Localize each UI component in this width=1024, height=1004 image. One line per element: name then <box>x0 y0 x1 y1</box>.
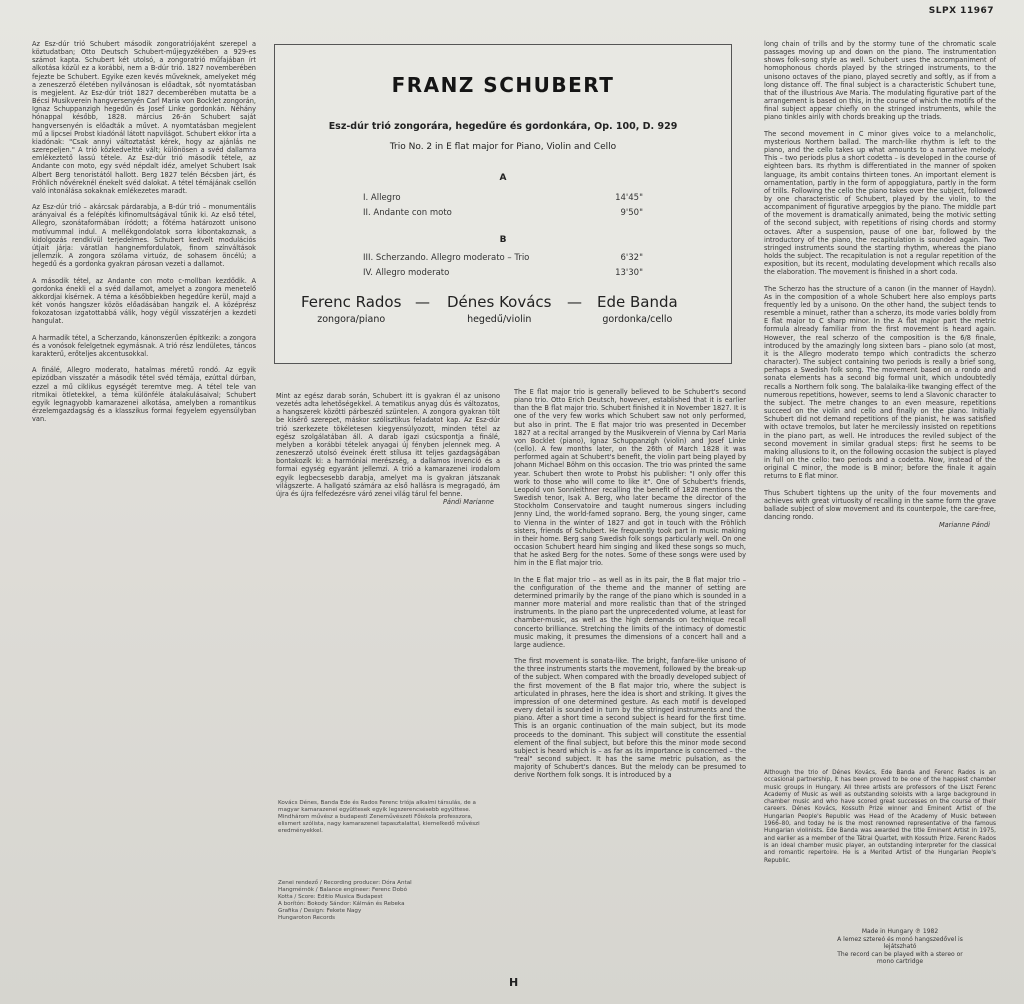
track-duration: 13'30" <box>615 268 643 278</box>
side-b-label: B <box>499 235 507 245</box>
english-notes-text: The E flat major trio is generally believed to be Schubert's second piano trio. Otto Erich Deutsch, however, established that it is earlier than the B flat major trio. Schubert finished it in November 1827. It is one of the very few works which Schubert saw not only performed, but also in print. The E flat major trio was presented in December 1827 at a recital arranged by the Musikverein of Vienna by Carl Maria von Bocklet (piano), Ignaz Schuppanzigh (violin) and Josef Linke (cello). A few months later, on the 26th of March 1828 it was performed again at Schubert's benefit, the violin part being played by Johann Michael Böhm on this occasion. The trio was printed the same year. Schubert then wrote to Probst his publisher: "I only offer this work to those who will come to like it". One of Schubert's friends, Leopold von Sonnleithner recalling the benefit of 1828 mentions the Swedish tenor, Isak A. Berg, who later became the director of the Stockholm Conservatoire and taught numerous singers including Jenny Lind, the world-famed soprano. Berg, the young singer, came to Vienna in the winter of 1827 and got in touch with the Fröhlich sisters, friends of Schubert. He frequently took part in music making in their home. Berg sang Swedish folk songs particularly well. On one occasion Schubert heard him singing and liked these songs so much, that he asked Berg for the notes. Some of these songs were used by him in the E flat major trio. In the E flat major trio – as well as in its pair, the B flat major trio – the configuration of the theme and the manner of setting are determined primarily by the range of the piano which is sounded in a manner more material and more realistic than that of the stringed instruments. In the piano part the unprecedented volume, at least for chamber-music, as well as the high demands on technique recall concerto brilliance. Stretching the limits of the intimacy of domestic music making, it presumes the dimensions of a concert hall and a large audience. The first movement is sonata-like. The bright, fanfare-like unisono of the three instruments starts the movement, followed by the break-up of the subject. When compared with the broadly developed subject of the first movement of the B flat major trio, where the subject is articulated in phrases, here the idea is short and striking. It gives the impression of one determined gesture. As each motif is developed every detail is sounded in turn by the stringed instruments and the piano. After a short time a second subject is heard for the first time. This is an organic continuation of the main subject, but its mode proceeds to the dominant. This subject will constitute the essential element of the final subject, but before this the minor mode second subject is heard which is – as far as its importance is concerned – the "real" second subject. It has the same metric pulsation, as the majority of Schubert's dances. But the melody can be presumed to derive Northern folk songs. It is introduced by a <box>514 388 746 780</box>
artist-bio-english: Although the trio of Dénes Kovács, Ede Banda and Ferenc Rados is an occasional partnership, it has been proved to be one of the happiest chamber music groups in Hungary. All three artists are professors of the Liszt Ferenc Academy of Music as well as outstanding soloists with a large background in chamber music and who have scored great successes on the course of their careers. Dénes Kovács, Kossuth Prize winner and Eminent Artist of the Hungarian People's Republic was Head of the Academy of Music between 1966–80, and today he is the most renowned representative of the famous Hungarian violinists. Ede Banda was awarded the title Eminent Artist in 1975, and earlier as a member of the Tátrai Quartet, with Kossuth Prize. Ferenc Rados is an ideal chamber music player, an outstanding interpreter for the classical and romantic repertoire. He is a Merited Artist of the Hungarian People's Republic. <box>764 770 996 864</box>
performer-name: Ferenc Rados <box>301 293 402 311</box>
made-in-hungary-notice: Made in Hungary ℗ 1982 A lemez sztereó és monó hangszedővel is lejátszható The record can be played with a stereo or mono cartridge <box>837 928 963 965</box>
hungarian-notes-text: Az Esz-dúr trió Schubert második zongoratriójaként szerepel a köztudatban; Otto Deutsch Schubert-műjegyzékében a 929-es számot kapta. Schubert két utolsó, a zongoratrió műfajában írt alkotása közül ez a korábbi, nem a B-dúr trió. 1827 novemberében fejezte be Schubert. Egyike ezen kevés műveknek, amelyeket még a zeneszerző életében nyilvánosan is előadtak, sőt nyomtatásban is megjelent. Az Esz-dúr triót 1827 decemberében mutatta be a Bécsi Musikverein hangversenyén Carl Maria von Bocklet zongorán, Ignaz Schuppanzigh hegedűn és Josef Linke gordonkán. Néhány hónappal később, 1828. március 26-án Schubert saját hangversenyén is előadták a művet. A nyomtatásban megjelent mű a lipcsei Probst kiadónál látott napvilágot. Schubert ekkor írta a kiadónak: "Csak annyi változtatást kérek, hogy az ajánlás ne szerepeljen." A trió közkedveltté vált; különösen a svéd dallamra emlékeztető lassú tétele. Az Esz-dúr trió második tétele, az Andante con moto, egy svéd népdalt idéz, amelyet Schubert Isak Albert Berg tenoristától hallott. Berg 1827 telén Bécsben járt, és Fröhlich nővéreknél énekelt svéd dalokat. A tétel témájának csellón való intonálása sokaknak emlékezetes maradt. Az Esz-dúr trió – akárcsak párdarabja, a B-dúr trió – monumentális arányaival és a felépítés kifinomultságával tűnik ki. Az első tétel, Allegro, szonátaformában íródott; a főtéma határozott unisono motívummal indul. A mellékgondolatok sorra kibontakoznak, a kidolgozás rendkívül terjedelmes. Schubert kedvelt modulációs útjait járja: váratlan hangnemfordulatok, finom színváltások jellemzik. A zongora szólama virtuóz, de sohasem öncélú; a hegedű és a gordonka gyakran párosan vezeti a dallamot. A második tétel, az Andante con moto c-mollban kezdődik. A gordonka énekli el a svéd dallamot, amelyet a zongora menetelő akkordjai kísérnek. A téma a későbbiekben hegedűre kerül, majd a két vonós hangszer közös előadásában hangzik el. A középrész fokozatosan izgatottabbá válik, hogy végül visszatérjen a kezdeti hangulat. A harmadik tétel, a Scherzando, kánonszerűen építkezik: a zongora és a vonósok felelgetnek egymásnak. A trió rész lendületes, táncos karakterű, erőteljes akcentusokkal. A finálé, Allegro moderato, hatalmas méretű rondó. Az egyik epizódban visszatér a második tétel svéd témája, ezúttal dúrban, ezzel a mű ciklikus egységét teremtve meg. A tétel tele van ritmikai ötletekkel, a téma különféle átalakulásaival; Schubert egyik legnagyobb kamarazenei alkotása, amelyben a romantikus érzelemgazdagság és a klasszikus formai fegyelem egyensúlyban van. <box>32 40 256 424</box>
english-notes-text-2: long chain of trills and by the stormy tune of the chromatic scale passages moving up and down on the piano. The instrumentation shows folk-song style as well. Schubert uses the accompaniment of homophonous chords played by the stringed instruments, to the unisono octaves of the piano, played secretly and softly, as if from a long distance off. The final subject is a characteristic Schubert tune, that of the illustrious Ave Maria. The modulating figurative part of the arrangement is based on this, in the course of which the motifs of the final subject appear chiefly on the stringed instruments, while the piano tinkles airily with chords breaking up the triads. The second movement in C minor gives voice to a melancholic, mysterious Northern ballad. The march-like rhythm is left to the piano, and the cello takes up what amounts to a narrative melody. This – two periods plus a short codetta – is developed in the course of eighteen bars. Its rhythm is differentiated in the manner of spoken language, its ambit contains thirteen tones. An important element is ornamentation, partly in the form of appoggiatura, partly in the form of trills. Following the cello the piano takes over the subject, followed by one characteristic of Schubert, played by the violin, to the accompaniment of figurative arpeggios by the piano. The middle part of the movement is dramatically animated, being the motivic setting of the second subject, with repetitions of rising chords and stormy octaves. After a suspension, pause of one bar, followed by the introductory of the piano, the recapitulation is sounded again. Two stringed instruments sound the starting rhythm, whereas the piano holds the subject. The recapitulation is not a regular repetition of the exposition, but its recent, modulating development which recalls also the elaboration. The movement is finished in a short coda. The Scherzo has the structure of a canon (in the manner of Haydn). As in the composition of a whole Schubert here also employs parts frequently led by a unisono. On the other hand, the subject tends to resemble a minuet, rather than a scherzo, its mode varies boldly from E flat major to C sharp minor. In the A flat major part the metric formula already familiar from the first movement is heard again. However, the real scherzo of the composition is the 6/8 finale, introduced by the amazingly long sixteen bars – piano solo (at most, it is the Allegro moderato tempo which contradicts the scherzo character). The subject containing two periods is really a brief song, perhaps a Swedish folk song. The movement based on a rondo and sonata elements has a second big formal unit, which undoubtedly recalls a Northern folk song. The balalaika-like twanging effect of the numerous repetitions, however, seems to lend a Slavonic character to the subject. The metre changes to an even measure, repetitions succeed on the violin and cello and finally on the piano. Initially Schubert did not demand repetitions of the pianist, he was satisfied with octave tremolos, but later he mercilessly insisted on repetitions in the piano part, as well. He introduces the reviled subject of the second movement in similar gradual steps: first he seems to be making allusions to it, on the following occasion the subject is played in full on the cello: two periods and a codetta. Now, instead of the original C minor, the mode is B minor; before the finale it again returns to E flat minor. Thus Schubert tightens up the unity of the four movements and achieves with great virtuosity of recalling in the same form the grave ballade subject of slow movement and its counterpole, the care-free, dancing rondo. <box>764 40 996 522</box>
performer-instrument: zongora/piano <box>317 314 386 325</box>
performer-2 <box>447 293 552 325</box>
title-box <box>274 44 732 364</box>
hungarian-notes-text-2: Mint az egész darab során, Schubert itt is gyakran él az unisono vezetés adta lehetőségekkel. A tematikus anyag dús és változatos, a hangszerek közötti párbeszéd szüntelen. A zongora gyakran tölt be kísérő szerepet, máskor szólisztikus feladatot kap. Az Esz-dúr trió szerkezete tökéletesen kiegyensúlyozott, minden tétel az egész szolgálatában áll. A darab igazi csúcspontja a finálé, melyben a korábbi tételek anyagai új fényben jelennek meg. A zeneszerző utolsó éveinek érett stílusa itt teljes gazdagságában bontakozik ki: a harmóniai merészség, a dallamos invenció és a formai egység egyaránt jellemzi. A trió a kamarazenei irodalom egyik legbecsesebb darabja, amelyet ma is gyakran játszanak világszerte. A hallgató számára az első hallásra is megragadó, ám újra és újra felfedezésre váró zenei világ tárul fel benne. <box>276 392 500 498</box>
track-title: III. Scherzando. Allegro moderato – Trio <box>363 253 530 263</box>
english-notes-column <box>514 388 746 968</box>
hungarian-notes-column <box>32 40 256 970</box>
performer-instrument: hegedű/violin <box>467 314 532 325</box>
performer-name: Ede Banda <box>597 293 678 311</box>
label-logo: H <box>509 976 519 989</box>
side-a-label: A <box>499 173 507 183</box>
track-3 <box>363 253 643 263</box>
production-credits: Zenei rendező / Recording producer: Dóra Antal Hangmérnök / Balance engineer: Ferenc Dobó Kotta / Score: Editio Musica Budapest A borítón: Bokody Sándor: Kálmán és Rebeka Grafika / Design: Fekete Nagy Hungaroton Records <box>278 880 412 921</box>
track-duration: 9'50" <box>620 208 643 218</box>
track-duration: 14'45" <box>615 193 643 203</box>
track-title: IV. Allegro moderato <box>363 268 450 278</box>
hungarian-notes-continued <box>276 392 500 792</box>
track-1 <box>363 193 643 203</box>
dash-separator-2: — <box>567 293 582 311</box>
dash-separator-1: — <box>415 293 430 311</box>
author-signature-en: Marianne Pándi <box>938 521 990 530</box>
composer-title: FRANZ SCHUBERT <box>391 73 615 97</box>
artist-bio-hungarian: Kovács Dénes, Banda Ede és Rados Ferenc triója alkalmi társulás, de a magyar kamarazenei együttesek egyik legszerencsésebb együttese. Mindhárom művész a budapesti Zeneművészeti Főiskola professzora, elismert szólista, nagy kamarazenei tapasztalattal, kiemelkedő művészi eredményekkel. <box>278 800 480 834</box>
track-4 <box>363 268 643 278</box>
track-title: II. Andante con moto <box>363 208 452 218</box>
track-2 <box>363 208 643 218</box>
track-duration: 6'32" <box>620 253 643 263</box>
catalog-number: SLPX 11967 <box>928 6 994 16</box>
author-signature-hu: Pándi Marianne <box>442 498 494 507</box>
track-title: I. Allegro <box>363 193 401 203</box>
performer-instrument: gordonka/cello <box>602 314 673 325</box>
performer-3 <box>597 293 678 325</box>
performer-name: Dénes Kovács <box>447 293 552 311</box>
english-notes-continued <box>764 40 996 760</box>
work-title-english: Trio No. 2 in E flat major for Piano, Violin and Cello <box>389 142 617 152</box>
work-title-hungarian: Esz-dúr trió zongorára, hegedűre és gordonkára, Op. 100, D. 929 <box>328 121 678 132</box>
performer-1 <box>301 293 401 325</box>
